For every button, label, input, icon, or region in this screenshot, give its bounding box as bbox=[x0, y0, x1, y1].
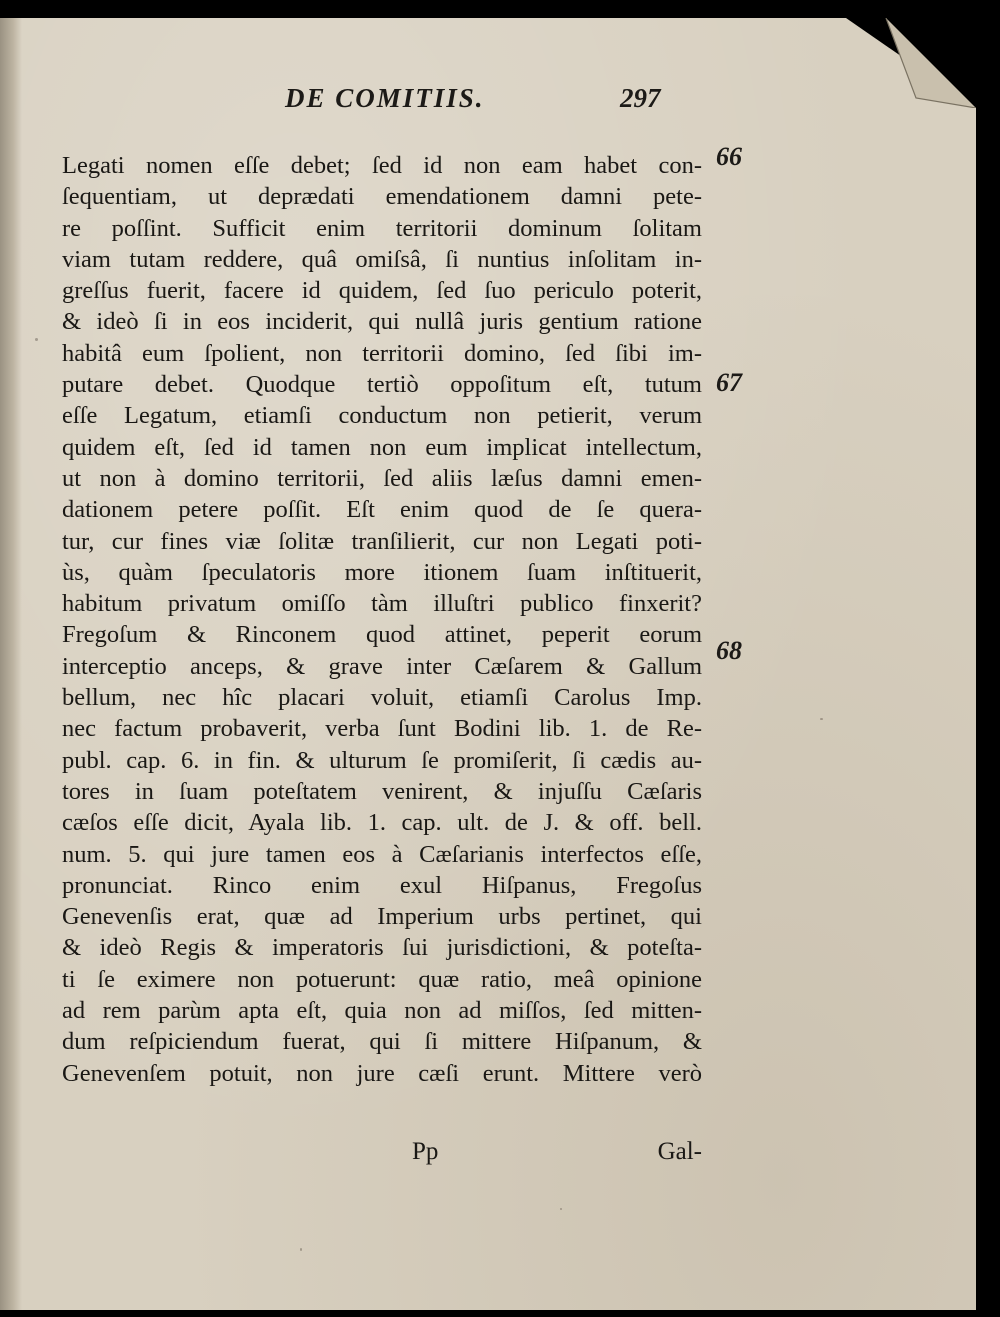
text-line: cæſos eſſe dicit, Ayala lib. 1. cap. ult. de J. & off. bell. bbox=[62, 809, 702, 837]
signature-mark: Pp bbox=[412, 1138, 439, 1165]
text-line: Genevenſem potuit, non jure cæſi erunt. Mittere verò bbox=[62, 1059, 702, 1087]
text-line: ut non à domino territorii, ſed aliis læſus damni emen- bbox=[62, 464, 702, 492]
body-text bbox=[62, 150, 702, 1089]
paper-speck bbox=[35, 338, 38, 341]
text-line: dationem petere poſſit. Eſt enim quod de ſe quera- bbox=[62, 496, 702, 524]
page-number: 297 bbox=[620, 83, 661, 113]
paper-speck bbox=[560, 1208, 562, 1210]
text-line: & ideò Regis & imperatoris ſui jurisdictioni, & poteſta- bbox=[62, 934, 702, 962]
margin-note-67: 67 bbox=[716, 368, 742, 397]
text-line: ſequentiam, ut deprædati emendationem damni pete- bbox=[62, 183, 702, 211]
text-line: publ. cap. 6. in fin. & ulturum ſe promiſerit, ſi cædis au- bbox=[62, 746, 702, 774]
text-line: Legati nomen eſſe debet; ſed id non eam habet con- bbox=[62, 152, 702, 179]
text-line: nec factum probaverit, verba ſunt Bodini lib. 1. de Re- bbox=[62, 715, 702, 743]
text-line: habitum privatum omiſſo tàm illuſtri publico finxerit? bbox=[62, 590, 702, 618]
text-line: eſſe Legatum, etiamſi conductum non petierit, verum bbox=[62, 402, 702, 430]
running-head: DE COMITIIS. bbox=[285, 83, 485, 113]
text-line: greſſus fuerit, facere id quidem, ſed ſuo periculo poterit, bbox=[62, 277, 702, 305]
paper-speck bbox=[820, 718, 823, 720]
page-header bbox=[0, 83, 976, 123]
text-line: habitâ eum ſpolient, non territorii domino, ſed ſibi im- bbox=[62, 339, 702, 367]
text-line: Genevenſis erat, quæ ad Imperium urbs pertinet, qui bbox=[62, 903, 702, 931]
text-line: dum reſpiciendum fuerat, qui ſi mittere Hiſpanum, & bbox=[62, 1028, 702, 1056]
margin-note-66: 66 bbox=[716, 142, 742, 171]
text-line: interceptio anceps, & grave inter Cæſarem & Gallum bbox=[62, 652, 702, 680]
paper-speck bbox=[300, 1248, 302, 1251]
text-line: num. 5. qui jure tamen eos à Cæſarianis interfectos eſſe, bbox=[62, 840, 702, 868]
text-line: tur, cur fines viæ ſolitæ tranſilierit, cur non Legati poti- bbox=[62, 527, 702, 555]
catchword: Gal- bbox=[657, 1138, 702, 1165]
text-line: ti ſe eximere non potuerunt: quæ ratio, meâ opinione bbox=[62, 965, 702, 993]
text-line: pronunciat. Rinco enim exul Hiſpanus, Fregoſus bbox=[62, 871, 702, 899]
page-gutter-shadow bbox=[0, 18, 22, 1310]
text-line: viam tutam reddere, quâ omiſsâ, ſi nuntius inſolitam in- bbox=[62, 245, 702, 273]
text-line: Fregoſum & Rinconem quod attinet, peperit eorum bbox=[62, 621, 702, 649]
text-line: tores in ſuam poteſtatem venirent, & injuſſu Cæſaris bbox=[62, 777, 702, 805]
text-line: putare debet. Quodque tertiò oppoſitum eſt, tutum bbox=[62, 371, 702, 399]
book-page bbox=[0, 18, 976, 1310]
text-line: quidem eſt, ſed id tamen non eum implicat intellectum, bbox=[62, 433, 702, 461]
margin-note-68: 68 bbox=[716, 636, 742, 665]
page-footer bbox=[62, 1138, 702, 1172]
text-line: ùs, quàm ſpeculatoris more itionem ſuam inſtituerit, bbox=[62, 558, 702, 586]
text-line: bellum, nec hîc placari voluit, etiamſi Carolus Imp. bbox=[62, 684, 702, 712]
text-line: ad rem parùm apta eſt, quia non ad miſſos, ſed mitten- bbox=[62, 997, 702, 1025]
text-line: re poſſint. Sufficit enim territorii dominum ſolitam bbox=[62, 214, 702, 242]
text-line: & ideò ſi in eos inciderit, qui nullâ juris gentium ratione bbox=[62, 308, 702, 336]
